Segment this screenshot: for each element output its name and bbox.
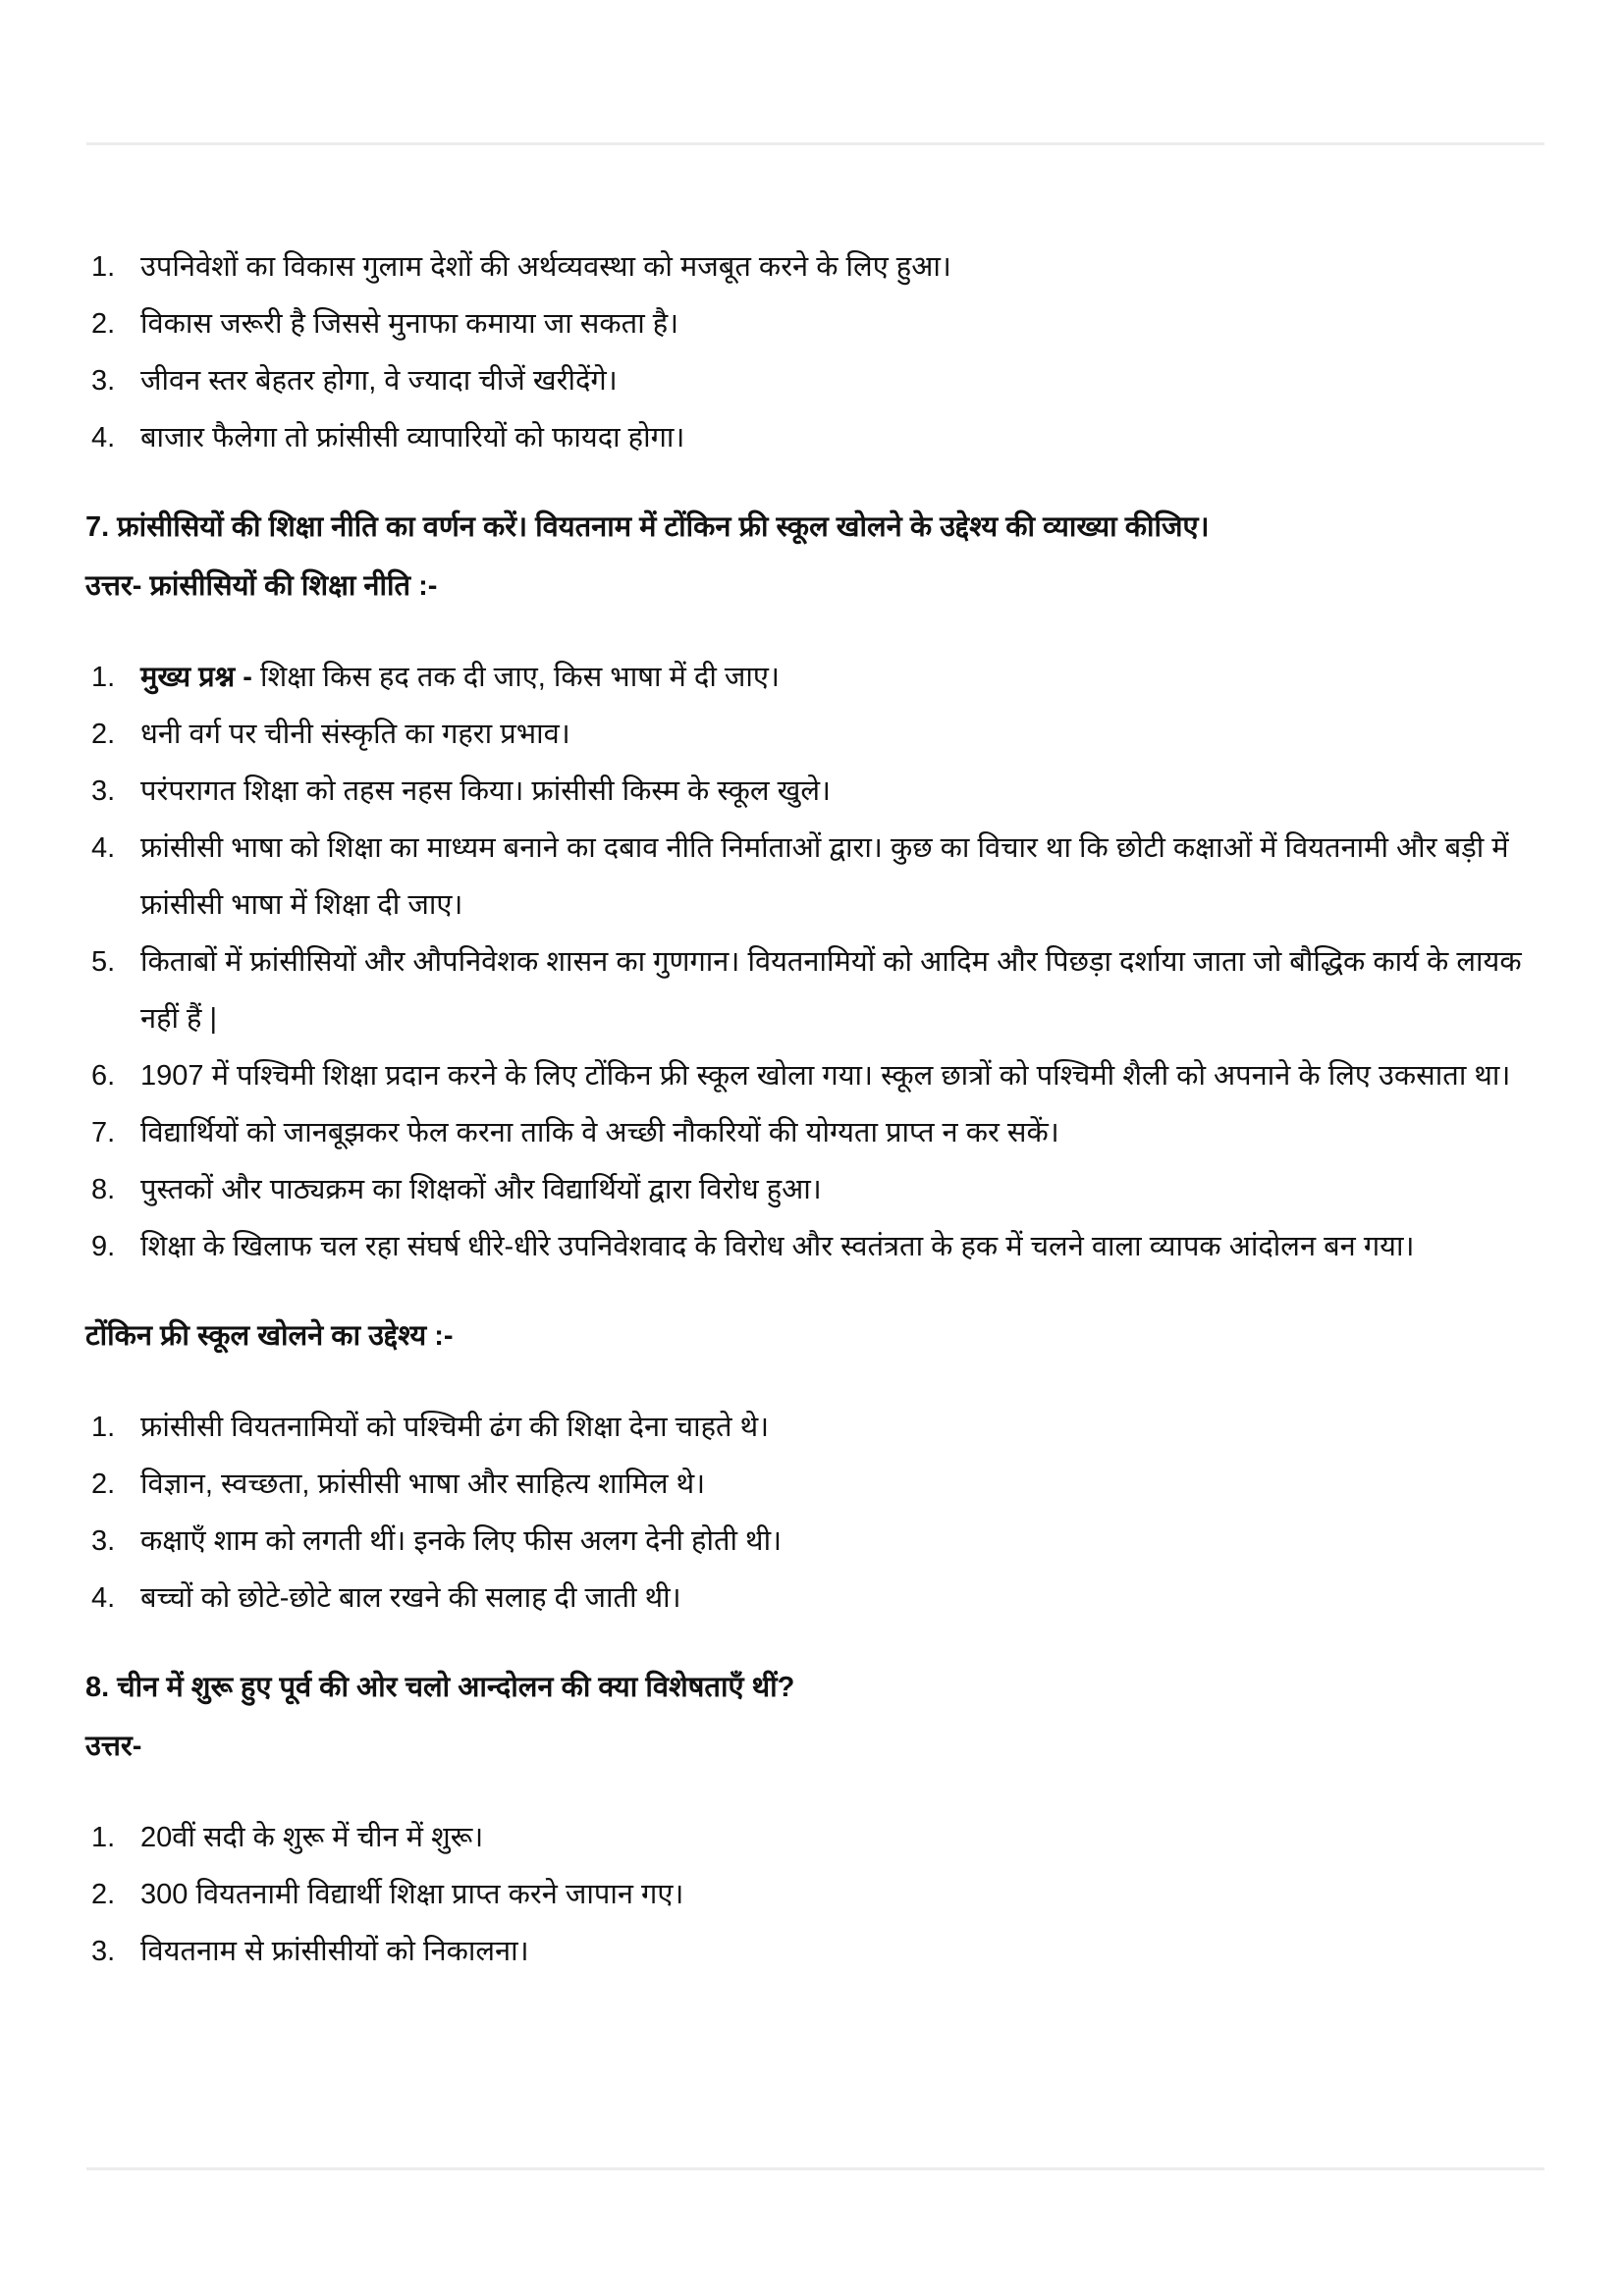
list-item bbox=[85, 706, 1548, 763]
list-text: 300 वियतनामी विद्यार्थी शिक्षा प्राप्त करने जापान गए। bbox=[140, 1879, 684, 1910]
list-text: फ्रांसीसी भाषा को शिक्षा का माध्यम बनाने का दबाव नीति निर्माताओं द्वारा। कुछ का विचार था कि छोटी कक्षाओं में वियतनामी और बड़ी में फ्रांसीसी भाषा में शिक्षा दी जाए। bbox=[140, 832, 1509, 921]
list-number: 3. bbox=[91, 365, 116, 397]
list-number: 1. bbox=[91, 1822, 116, 1853]
list-item bbox=[85, 1047, 1548, 1104]
list-item bbox=[85, 820, 1548, 934]
list-number: 2. bbox=[91, 308, 116, 340]
list-item bbox=[85, 409, 1548, 466]
list-number: 4. bbox=[91, 422, 116, 454]
list-text: विकास जरूरी है जिससे मुनाफा कमाया जा सकता है। bbox=[140, 308, 679, 340]
list-item bbox=[85, 1866, 1548, 1923]
list-number: 3. bbox=[91, 1936, 116, 1967]
answer-8-heading: उत्तर- bbox=[85, 1731, 142, 1762]
list-education-policy bbox=[85, 649, 1548, 1275]
list-number: 5. bbox=[91, 946, 116, 978]
list-number: 3. bbox=[91, 1525, 116, 1557]
list-number: 1. bbox=[91, 251, 116, 283]
list-tonkin-objectives bbox=[85, 1399, 1548, 1627]
list-text: किताबों में फ्रांसीसियों और औपनिवेशक शासन का गुणगान। वियतनामियों को आदिम और पिछड़ा दर्शाया जाता जो बौद्धिक कार्य के लायक नहीं हैं | bbox=[140, 946, 1522, 1035]
list-number: 4. bbox=[91, 832, 116, 864]
list-number: 9. bbox=[91, 1231, 116, 1262]
list-number: 2. bbox=[91, 1468, 116, 1500]
list-item bbox=[85, 1923, 1548, 1980]
question-7: 7. फ्रांसीसियों की शिक्षा नीति का वर्णन करें। वियतनाम में टोंकिन फ्री स्कूल खोलने के उद्देश्य की व्याख्या कीजिए। bbox=[85, 511, 1210, 543]
document-body bbox=[85, 239, 1548, 1980]
list-item bbox=[85, 1161, 1548, 1218]
question-8: 8. चीन में शुरू हुए पूर्व की ओर चलो आन्दोलन की क्या विशेषताएँ थीं? bbox=[85, 1672, 795, 1703]
list-text: जीवन स्तर बेहतर होगा, वे ज्यादा चीजें खरीदेंगे। bbox=[140, 365, 618, 397]
list-item bbox=[85, 295, 1548, 352]
list-number: 3. bbox=[91, 775, 116, 807]
list-text: कक्षाएँ शाम को लगती थीं। इनके लिए फीस अलग देनी होती थी। bbox=[140, 1525, 783, 1557]
list-item bbox=[85, 239, 1548, 295]
bold-term: मुख्य प्रश्न - bbox=[140, 662, 252, 693]
list-number: 1. bbox=[91, 1412, 116, 1443]
list-item bbox=[85, 1104, 1548, 1161]
list-item bbox=[85, 352, 1548, 409]
list-text: पुस्तकों और पाठ्यक्रम का शिक्षकों और विद्यार्थियों द्वारा विरोध हुआ। bbox=[140, 1174, 822, 1205]
list-text: फ्रांसीसी वियतनामियों को पश्चिमी ढंग की शिक्षा देना चाहते थे। bbox=[140, 1412, 770, 1443]
list-number: 2. bbox=[91, 719, 116, 750]
list-item bbox=[85, 1456, 1548, 1513]
bottom-divider bbox=[86, 2167, 1544, 2170]
list-item bbox=[85, 763, 1548, 820]
list-go-east-movement bbox=[85, 1809, 1548, 1980]
list-number: 2. bbox=[91, 1879, 116, 1910]
list-text: बाजार फैलेगा तो फ्रांसीसी व्यापारियों को फायदा होगा। bbox=[140, 422, 685, 454]
tonkin-heading: टोंकिन फ्री स्कूल खोलने का उद्देश्य :- bbox=[85, 1320, 454, 1352]
list-text: 1907 में पश्चिमी शिक्षा प्रदान करने के लिए टोंकिन फ्री स्कूल खोला गया। स्कूल छात्रों को पश्चिमी शैली को अपनाने के लिए उकसाता था। bbox=[140, 1060, 1511, 1092]
list-text: विज्ञान, स्वच्छता, फ्रांसीसी भाषा और साहित्य शामिल थे। bbox=[140, 1468, 706, 1500]
list-text: 20वीं सदी के शुरू में चीन में शुरू। bbox=[140, 1822, 484, 1853]
list-text: धनी वर्ग पर चीनी संस्कृति का गहरा प्रभाव। bbox=[140, 719, 570, 750]
list-item bbox=[85, 1218, 1548, 1275]
list-text: विद्यार्थियों को जानबूझकर फेल करना ताकि वे अच्छी नौकरियों की योग्यता प्राप्त न कर सकें। bbox=[140, 1117, 1059, 1148]
list-text: उपनिवेशों का विकास गुलाम देशों की अर्थव्यवस्था को मजबूत करने के लिए हुआ। bbox=[140, 251, 951, 283]
list-colonial-development bbox=[85, 239, 1548, 466]
list-item bbox=[85, 1570, 1548, 1627]
answer-7-heading: उत्तर- फ्रांसीसियों की शिक्षा नीति :- bbox=[85, 570, 438, 602]
list-number: 1. bbox=[91, 662, 116, 693]
list-text: वियतनाम से फ्रांसीसीयों को निकालना। bbox=[140, 1936, 529, 1967]
list-item bbox=[85, 1513, 1548, 1570]
list-text: बच्चों को छोटे-छोटे बाल रखने की सलाह दी जाती थी। bbox=[140, 1582, 681, 1614]
list-text: शिक्षा किस हद तक दी जाए, किस भाषा में दी जाए। bbox=[251, 662, 780, 693]
list-item bbox=[85, 1809, 1548, 1866]
list-number: 6. bbox=[91, 1060, 116, 1092]
top-divider bbox=[86, 142, 1544, 145]
list-number: 8. bbox=[91, 1174, 116, 1205]
list-item bbox=[85, 1399, 1548, 1456]
list-number: 4. bbox=[91, 1582, 116, 1614]
list-item bbox=[85, 649, 1548, 706]
list-text: परंपरागत शिक्षा को तहस नहस किया। फ्रांसीसी किस्म के स्कूल खुले। bbox=[140, 775, 832, 807]
list-text: शिक्षा के खिलाफ चल रहा संघर्ष धीरे-धीरे उपनिवेशवाद के विरोध और स्वतंत्रता के हक में चलने वाला व्यापक आंदोलन बन गया। bbox=[140, 1231, 1415, 1262]
list-item bbox=[85, 934, 1548, 1047]
list-number: 7. bbox=[91, 1117, 116, 1148]
